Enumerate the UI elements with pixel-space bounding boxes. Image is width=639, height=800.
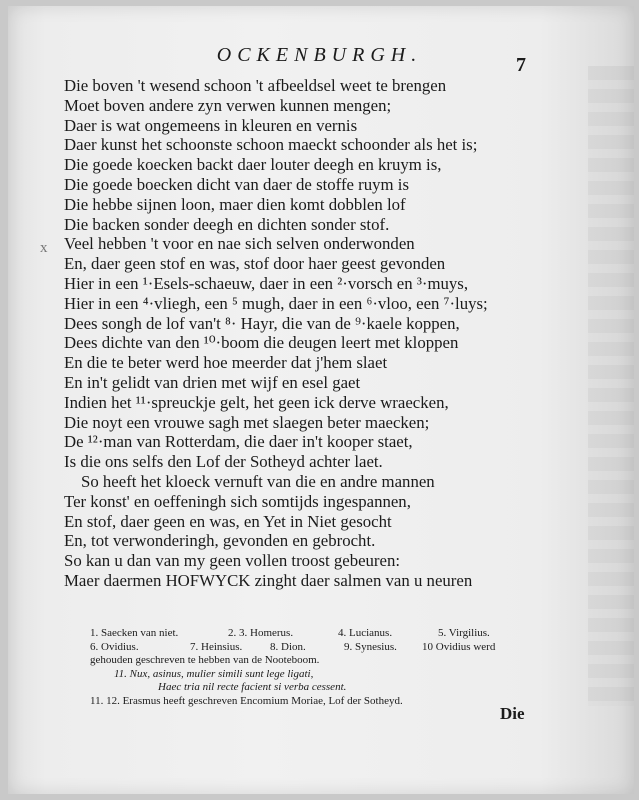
- verse-line: Die backen sonder deegh en dichten sonder stof.: [64, 214, 390, 234]
- verse-line: Daer kunst het schoonste schoon maeckt schoonder als het is;: [64, 135, 478, 155]
- verse-line: En, daer geen stof en was, stof door haer geest gevonden: [64, 254, 446, 274]
- footnote-row: 11. 12. Erasmus heeft geschreven Encomium Moriae, Lof der Sotheyd.: [90, 694, 403, 707]
- verse-line: Die goede koecken backt daer louter deegh en kruym is,: [64, 155, 442, 175]
- margin-mark: x: [40, 240, 48, 256]
- verse-line: Dees songh de lof van't ⁸· Hayr, die van de ⁹·kaele koppen,: [64, 313, 460, 333]
- verse-line: Veel hebben 't voor en nae sich selven onderwonden: [64, 234, 415, 254]
- verse-line: Hier in een ⁴·vliegh, een ⁵ mugh, daer in een ⁶·vloo, een ⁷·luys;: [64, 293, 488, 313]
- verse-line: En stof, daer geen en was, en Yet in Niet gesocht: [64, 511, 392, 531]
- footnote: 8. Dion.: [270, 640, 306, 653]
- verse-line: So kan u dan van my geen vollen troost gebeuren:: [64, 551, 401, 571]
- footnote-continuation: gehouden geschreven te hebben van de Nooteboom.: [90, 654, 320, 666]
- footnote: 10 Ovidius werd: [422, 640, 496, 653]
- verse-line: De ¹²·man van Rotterdam, die daer in't kooper staet,: [64, 432, 413, 452]
- footnote: 7. Heinsius.: [190, 640, 243, 653]
- footnotes: [90, 627, 520, 708]
- verse-line: So heeft het kloeck vernuft van die en andre mannen: [81, 471, 435, 491]
- verse-line: En, tot verwonderingh, gevonden en gebrocht.: [64, 531, 376, 551]
- verse-line: Die boven 't wesend schoon 't afbeeldsel weet te brengen: [64, 76, 447, 95]
- footnote-latin-verse: Haec tria nil recte facient si verba cessent.: [158, 681, 347, 693]
- facing-page-bleed-through: [588, 66, 634, 706]
- verse-line: Moet boven andere zyn verwen kunnen mengen;: [64, 95, 392, 115]
- verse-line: Die goede boecken dicht van daer de stoffe ruym is: [64, 174, 409, 194]
- footnote: 5. Virgilius.: [438, 627, 490, 639]
- verse-line: En in't gelidt van drien met wijf en esel gaet: [64, 372, 361, 392]
- running-title: OCKENBURGH.: [216, 44, 423, 66]
- footnote: 6. Ovidius.: [90, 640, 139, 653]
- verse-line: Hier in een ¹·Esels-schaeuw, daer in een ²·vorsch en ³·muys,: [64, 273, 469, 293]
- verse-line: Is die ons selfs den Lof der Sotheyd achter laet.: [64, 452, 383, 472]
- verse-line: Die hebbe sijnen loon, maer dien komt dobblen lof: [64, 194, 406, 214]
- footnote-row: [90, 641, 520, 655]
- verse-line: Ter konst' en oeffeningh sich somtijds ingespannen,: [64, 491, 411, 511]
- footnote: 4. Lucianus.: [338, 627, 393, 639]
- footnote-row: [90, 627, 520, 641]
- verse-line: Dees dichte van den ¹⁰·boom die deugen leert met kloppen: [64, 333, 459, 353]
- verse-line: Maer daermen HOFWYCK zinght daer salmen van u neuren: [64, 570, 473, 590]
- catchword: Die: [500, 704, 525, 723]
- verse-block: [64, 76, 554, 591]
- footnote-latin-verse: 11. Nux, asinus, mulier simili sunt lege ligati,: [114, 667, 314, 680]
- verse-line: Die noyt een vrouwe sagh met slaegen beter maecken;: [64, 412, 430, 432]
- verse-line: En die te beter werd hoe meerder dat j'hem slaet: [64, 353, 388, 373]
- footnote: 2. 3. Homerus.: [228, 627, 294, 639]
- verse-line: Daer is wat ongemeens in kleuren en vernis: [64, 115, 358, 135]
- footnote: 1. Saecken van niet.: [90, 627, 179, 639]
- verse-line: Indien het ¹¹·spreuckje gelt, het geen ick derve wraecken,: [64, 392, 449, 412]
- page-number: 7: [516, 54, 526, 76]
- footnote: 9. Synesius.: [344, 640, 397, 653]
